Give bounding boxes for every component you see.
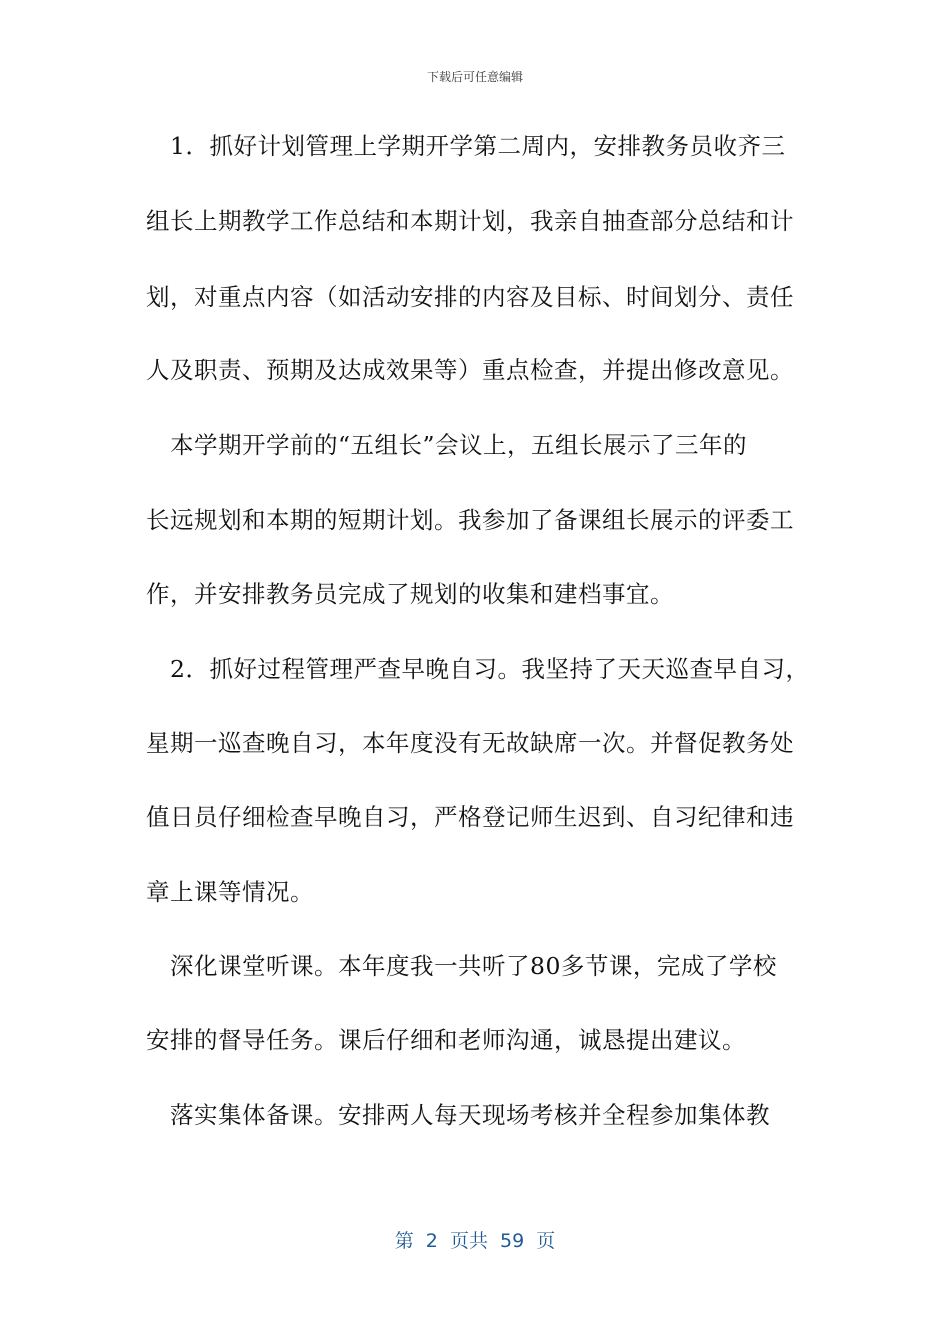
body-line: 划，对重点内容（如活动安排的内容及目标、时间划分、责任 <box>146 283 794 311</box>
body-line: 长远规划和本期的短期计划。我参加了备课组长展示的评委工 <box>146 506 794 534</box>
body-line: 作，并安排教务员完成了规划的收集和建档事宜。 <box>146 580 674 608</box>
page-footer: 第 2 页共 59 页 <box>394 1230 556 1252</box>
body-line: 1．抓好计划管理上学期开学第二周内，安排教务员收齐三 <box>146 132 786 160</box>
body-line: 星期一巡查晚自习，本年度没有无故缺席一次。并督促教务处 <box>146 729 794 757</box>
body-line: 本学期开学前的“五组长”会议上，五组长展示了三年的 <box>146 431 748 459</box>
body-line: 章上课等情况。 <box>146 878 314 906</box>
body-line: 组长上期教学工作总结和本期计划，我亲自抽查部分总结和计 <box>146 207 794 235</box>
body-line: 人及职责、预期及达成效果等）重点检查，并提出修改意见。 <box>146 356 794 384</box>
body-line: 深化课堂听课。本年度我一共听了80多节课，完成了学校 <box>146 952 777 980</box>
body-line: 落实集体备课。安排两人每天现场考核并全程参加集体教 <box>146 1101 770 1129</box>
body-line: 2．抓好过程管理严查早晚自习。我坚持了天天巡查早自习， <box>146 655 810 683</box>
body-line: 值日员仔细检查早晚自习，严格登记师生迟到、自习纪律和违 <box>146 803 794 831</box>
body-line: 安排的督导任务。课后仔细和老师沟通，诚恳提出建议。 <box>146 1026 746 1054</box>
page-header: 下载后可任意编辑 <box>426 70 523 84</box>
